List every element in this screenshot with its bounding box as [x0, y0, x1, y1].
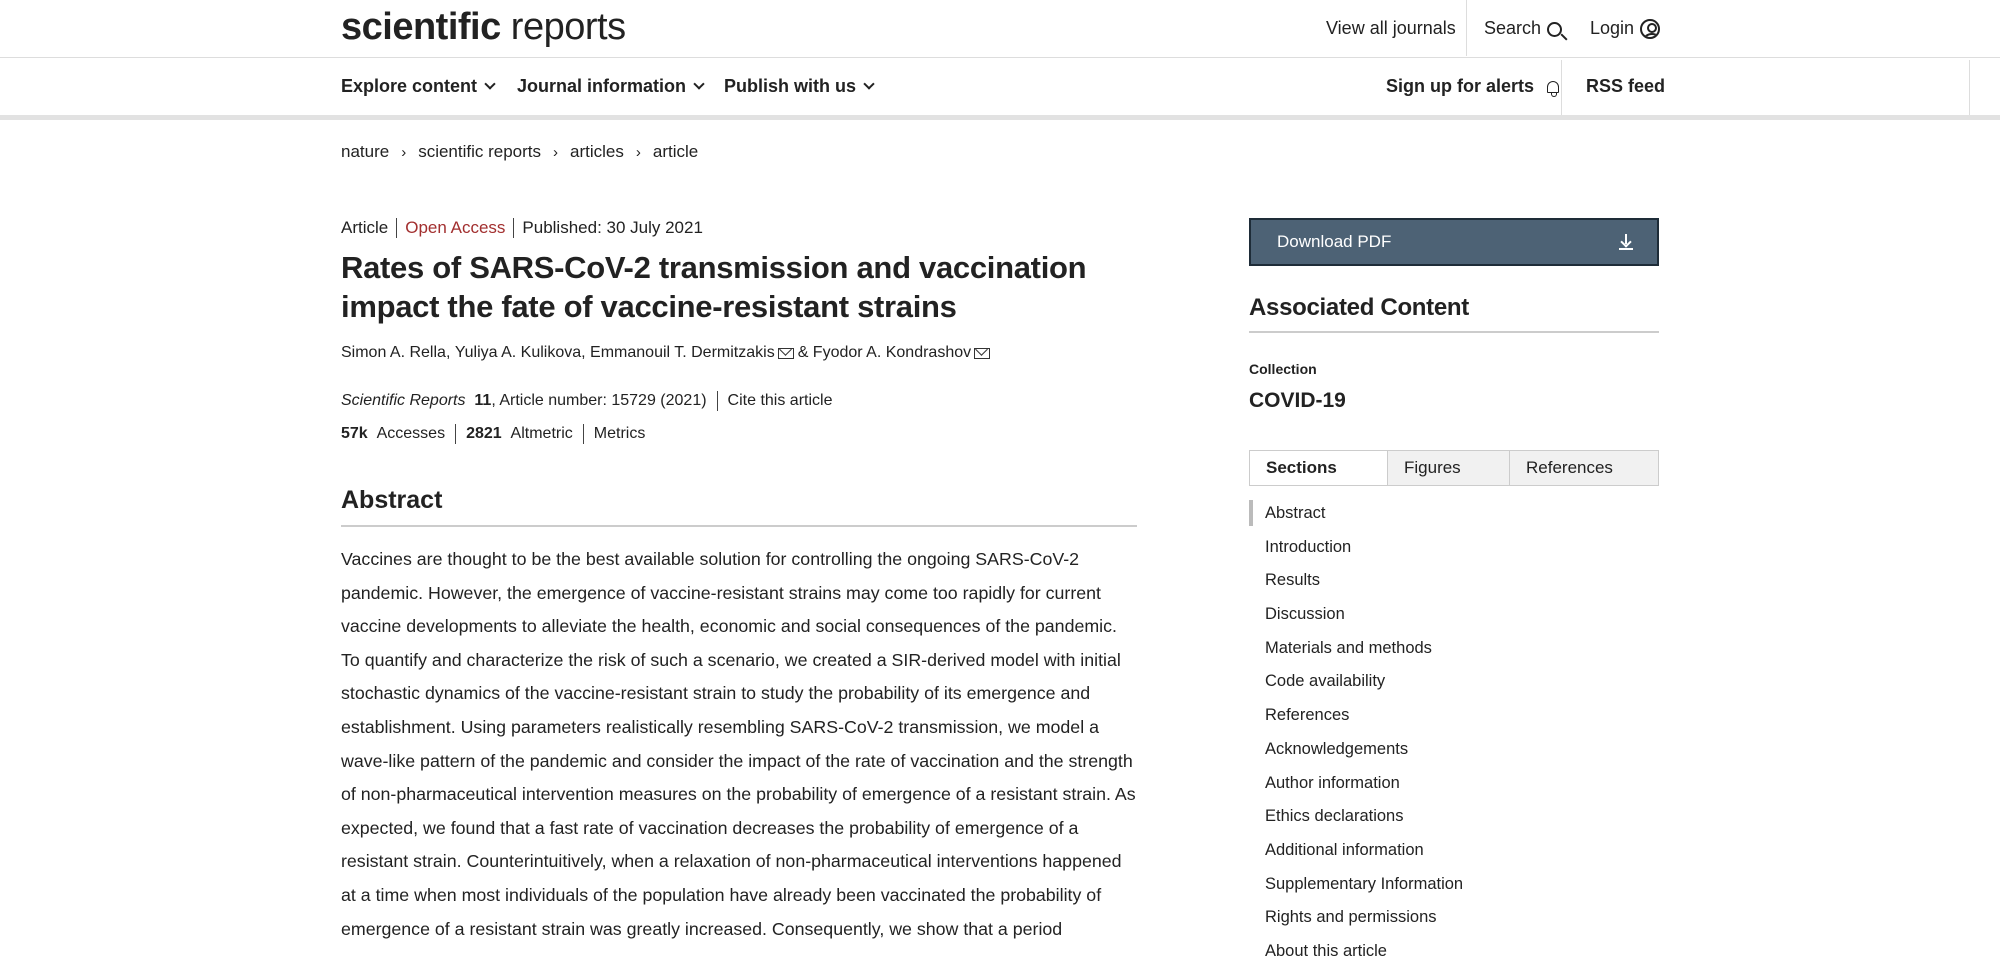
metrics-link[interactable]: Metrics [593, 425, 646, 442]
login-label: Login [1590, 18, 1635, 38]
section-link-rights-permissions[interactable]: Rights and permissions [1265, 908, 1437, 927]
header-divider-line [0, 57, 2000, 58]
menu-divider [1561, 60, 1562, 116]
meta-divider [513, 218, 514, 238]
sign-up-alerts-label: Sign up for alerts [1386, 76, 1535, 96]
metrics-divider [455, 424, 456, 444]
author-link[interactable]: Simon A. Rella, [341, 344, 451, 361]
mail-icon[interactable] [974, 348, 990, 359]
abstract-underline [341, 525, 1137, 527]
sign-up-alerts-link[interactable] [1386, 76, 1559, 97]
collection-label: Collection [1249, 361, 1317, 377]
breadcrumb-nature[interactable]: nature [341, 142, 390, 161]
publish-with-us-menu[interactable] [724, 76, 873, 97]
journal-name: Scientific Reports [341, 392, 466, 409]
section-link-about-article[interactable]: About this article [1265, 941, 1387, 960]
section-link-abstract[interactable]: Abstract [1249, 497, 1659, 531]
volume-number: 11 [474, 392, 492, 409]
section-link-code-availability[interactable]: Code availability [1265, 672, 1386, 691]
section-link-references[interactable]: References [1265, 706, 1350, 725]
section-link-additional-information[interactable]: Additional information [1265, 840, 1424, 859]
abstract-text: Vaccines are thought to be the best available solution for controlling the ongoing SARS-CoV-2 pandemic. However, the emergence of vaccine-resistant strains may come too rapidly for current vaccine developments to alleviate the health, economic and social consequences of the pandemic. To quantify and characterize the risk of such a scenario, we created a SIR-derived model with initial stochastic dynamics of the vaccine-resistant strain to study the probability of its emergence and establishment. Using parameters realistically resembling SARS-CoV-2 transmission, we model a wave-like pattern of the pandemic and consider the impact of the rate of vaccination and the strength of non-pharmaceutical intervention measures on the probability of emergence of a resistant strain. As expected, we found that a fast rate of vaccination decreases the probability of emergence of a resistant strain. Counterintuitively, when a relaxation of non-pharmaceutical interventions happened at a time when most individuals of the population have already been vaccinated the probability of emergence of a resistant strain was greatly increased. Consequently, we show that a period [341, 549, 1136, 939]
publish-with-us-label: Publish with us [724, 76, 857, 96]
accesses-count: 57k [341, 425, 368, 442]
mail-icon[interactable] [778, 348, 794, 359]
breadcrumb-scientific-reports[interactable]: scientific reports [418, 142, 542, 161]
chevron-right-icon: › [635, 143, 641, 161]
collection-link-covid-19[interactable]: COVID-19 [1249, 389, 1346, 412]
section-link-supplementary-information[interactable]: Supplementary Information [1265, 874, 1464, 893]
search-button[interactable] [1484, 18, 1562, 39]
login-button[interactable] [1590, 18, 1660, 39]
section-link-author-information[interactable]: Author information [1265, 773, 1400, 792]
search-label: Search [1484, 18, 1542, 38]
chevron-down-icon [484, 78, 495, 89]
altmetric-count: 2821 [466, 425, 502, 442]
journal-information-menu[interactable] [517, 76, 703, 97]
section-link-results[interactable]: Results [1265, 571, 1321, 590]
author-list [341, 344, 994, 362]
user-icon [1640, 19, 1660, 39]
chevron-right-icon: › [401, 143, 407, 161]
citation-line [341, 391, 832, 411]
breadcrumb [341, 142, 698, 162]
journal-information-label: Journal information [517, 76, 687, 96]
sections-list [1249, 497, 1659, 969]
download-icon [1619, 234, 1633, 250]
article-metrics [341, 424, 645, 444]
explore-content-label: Explore content [341, 76, 478, 96]
chevron-right-icon: › [553, 143, 559, 161]
section-link-discussion[interactable]: Discussion [1265, 605, 1345, 624]
metrics-divider [583, 424, 584, 444]
breadcrumb-articles[interactable]: articles [570, 142, 624, 161]
section-link-acknowledgements[interactable]: Acknowledgements [1265, 739, 1409, 758]
published-date: Published: 30 July 2021 [522, 218, 703, 237]
menu-divider-right [1969, 60, 1970, 116]
header-bottom-border [0, 115, 2000, 120]
article-type: Article [341, 218, 389, 237]
sidebar-tabs [1249, 450, 1659, 486]
section-link-ethics-declarations[interactable]: Ethics declarations [1265, 807, 1404, 826]
logo-light-text: reports [510, 6, 626, 48]
chevron-down-icon [693, 78, 704, 89]
search-icon [1547, 22, 1562, 37]
bell-icon [1547, 81, 1559, 93]
abstract-heading: Abstract [341, 486, 443, 514]
view-all-journals-link[interactable]: View all journals [1326, 18, 1456, 38]
site-logo[interactable] [341, 6, 626, 49]
tab-sections[interactable]: Sections [1250, 451, 1388, 485]
article-title: Rates of SARS-CoV-2 transmission and vaccination impact the fate of vaccine-resistant strains [341, 250, 1087, 324]
author-link[interactable]: Yuliya A. Kulikova, [454, 344, 586, 361]
cite-this-article-link[interactable]: Cite this article [727, 392, 833, 409]
download-pdf-label: Download PDF [1277, 232, 1392, 251]
chevron-down-icon [863, 78, 874, 89]
associated-content-underline [1249, 331, 1659, 333]
header-divider [1466, 0, 1467, 56]
section-link-introduction[interactable]: Introduction [1265, 537, 1352, 556]
article-number: , Article number: 15729 (2021) [491, 392, 707, 409]
author-link[interactable]: & Fyodor A. Kondrashov [797, 344, 972, 361]
open-access-link[interactable]: Open Access [405, 218, 506, 237]
accesses-label: Accesses [376, 425, 446, 442]
meta-divider [396, 218, 397, 238]
download-pdf-button[interactable] [1249, 218, 1659, 266]
citation-divider [717, 391, 718, 411]
tab-references[interactable]: References [1510, 451, 1658, 485]
tab-figures[interactable]: Figures [1388, 451, 1510, 485]
section-link-materials-methods[interactable]: Materials and methods [1265, 638, 1432, 657]
author-link[interactable]: Emmanouil T. Dermitzakis [590, 344, 775, 361]
breadcrumb-article: article [652, 142, 699, 161]
article-meta [341, 218, 703, 238]
altmetric-label: Altmetric [510, 425, 573, 442]
logo-bold-text: scientific [341, 6, 501, 48]
associated-content-heading: Associated Content [1249, 294, 1469, 321]
explore-content-menu[interactable] [341, 76, 494, 97]
rss-feed-link[interactable]: RSS feed [1586, 76, 1666, 96]
